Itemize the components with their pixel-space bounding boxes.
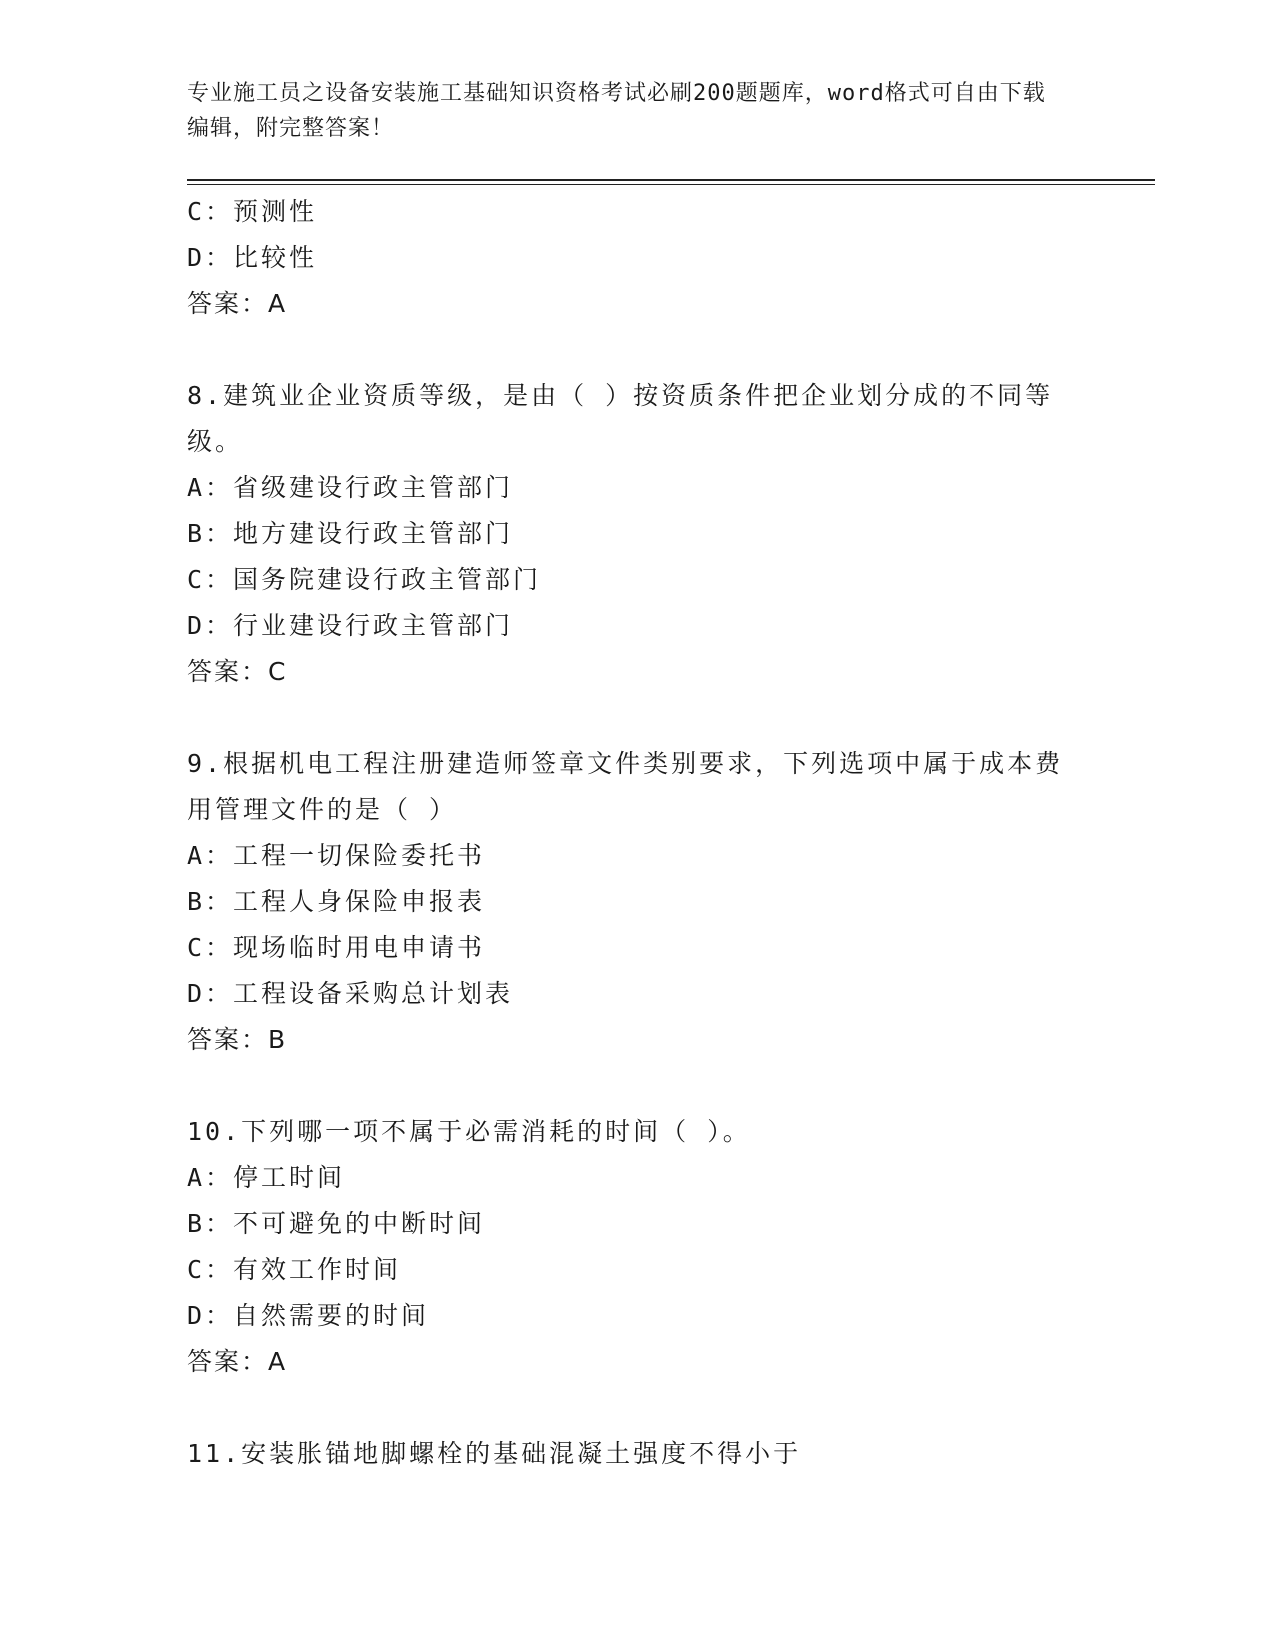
option-d: D：自然需要的时间 xyxy=(187,1301,430,1330)
option-b: B：工程人身保险申报表 xyxy=(187,887,486,916)
spacer xyxy=(187,327,1087,373)
option-b: B：不可避免的中断时间 xyxy=(187,1209,486,1238)
question-list xyxy=(187,189,1087,1477)
question-block-7 xyxy=(187,189,1087,327)
option-a: A：停工时间 xyxy=(187,1163,346,1192)
document-title: 专业施工员之设备安装施工基础知识资格考试必刷200题题库，word格式可自由下载编辑，附完整答案！ xyxy=(187,81,1046,141)
option-c: C：有效工作时间 xyxy=(187,1255,402,1284)
spacer xyxy=(187,1063,1087,1109)
header-divider-thin xyxy=(187,184,1155,185)
question-block-10 xyxy=(187,1109,1087,1385)
question-text: 10.下列哪一项不属于必需消耗的时间（ ）。 xyxy=(187,1117,751,1146)
question-block-8 xyxy=(187,373,1087,695)
option-a: A：省级建设行政主管部门 xyxy=(187,473,514,502)
option-c: C：现场临时用电申请书 xyxy=(187,933,486,962)
question-block-11 xyxy=(187,1431,1087,1477)
option-c: C：预测性 xyxy=(187,197,318,226)
spacer xyxy=(187,1385,1087,1431)
option-d: D：工程设备采购总计划表 xyxy=(187,979,514,1008)
option-d: D：比较性 xyxy=(187,243,318,272)
spacer xyxy=(187,695,1087,741)
option-c: C：国务院建设行政主管部门 xyxy=(187,565,542,594)
option-a: A：工程一切保险委托书 xyxy=(187,841,486,870)
answer-line: 答案：B xyxy=(187,1025,288,1054)
answer-line: 答案：C xyxy=(187,657,288,686)
document-header xyxy=(187,76,1067,146)
option-b: B：地方建设行政主管部门 xyxy=(187,519,514,548)
header-divider-thick xyxy=(187,179,1155,181)
answer-line: 答案：A xyxy=(187,289,288,318)
question-text: 8.建筑业企业资质等级，是由（ ）按资质条件把企业划分成的不同等级。 xyxy=(187,381,1054,456)
option-d: D：行业建设行政主管部门 xyxy=(187,611,514,640)
question-text: 9.根据机电工程注册建造师签章文件类别要求，下列选项中属于成本费用管理文件的是（ ） xyxy=(187,749,1064,824)
answer-line: 答案：A xyxy=(187,1347,288,1376)
question-text: 11.安装胀锚地脚螺栓的基础混凝土强度不得小于 xyxy=(187,1439,802,1468)
question-block-9 xyxy=(187,741,1087,1063)
